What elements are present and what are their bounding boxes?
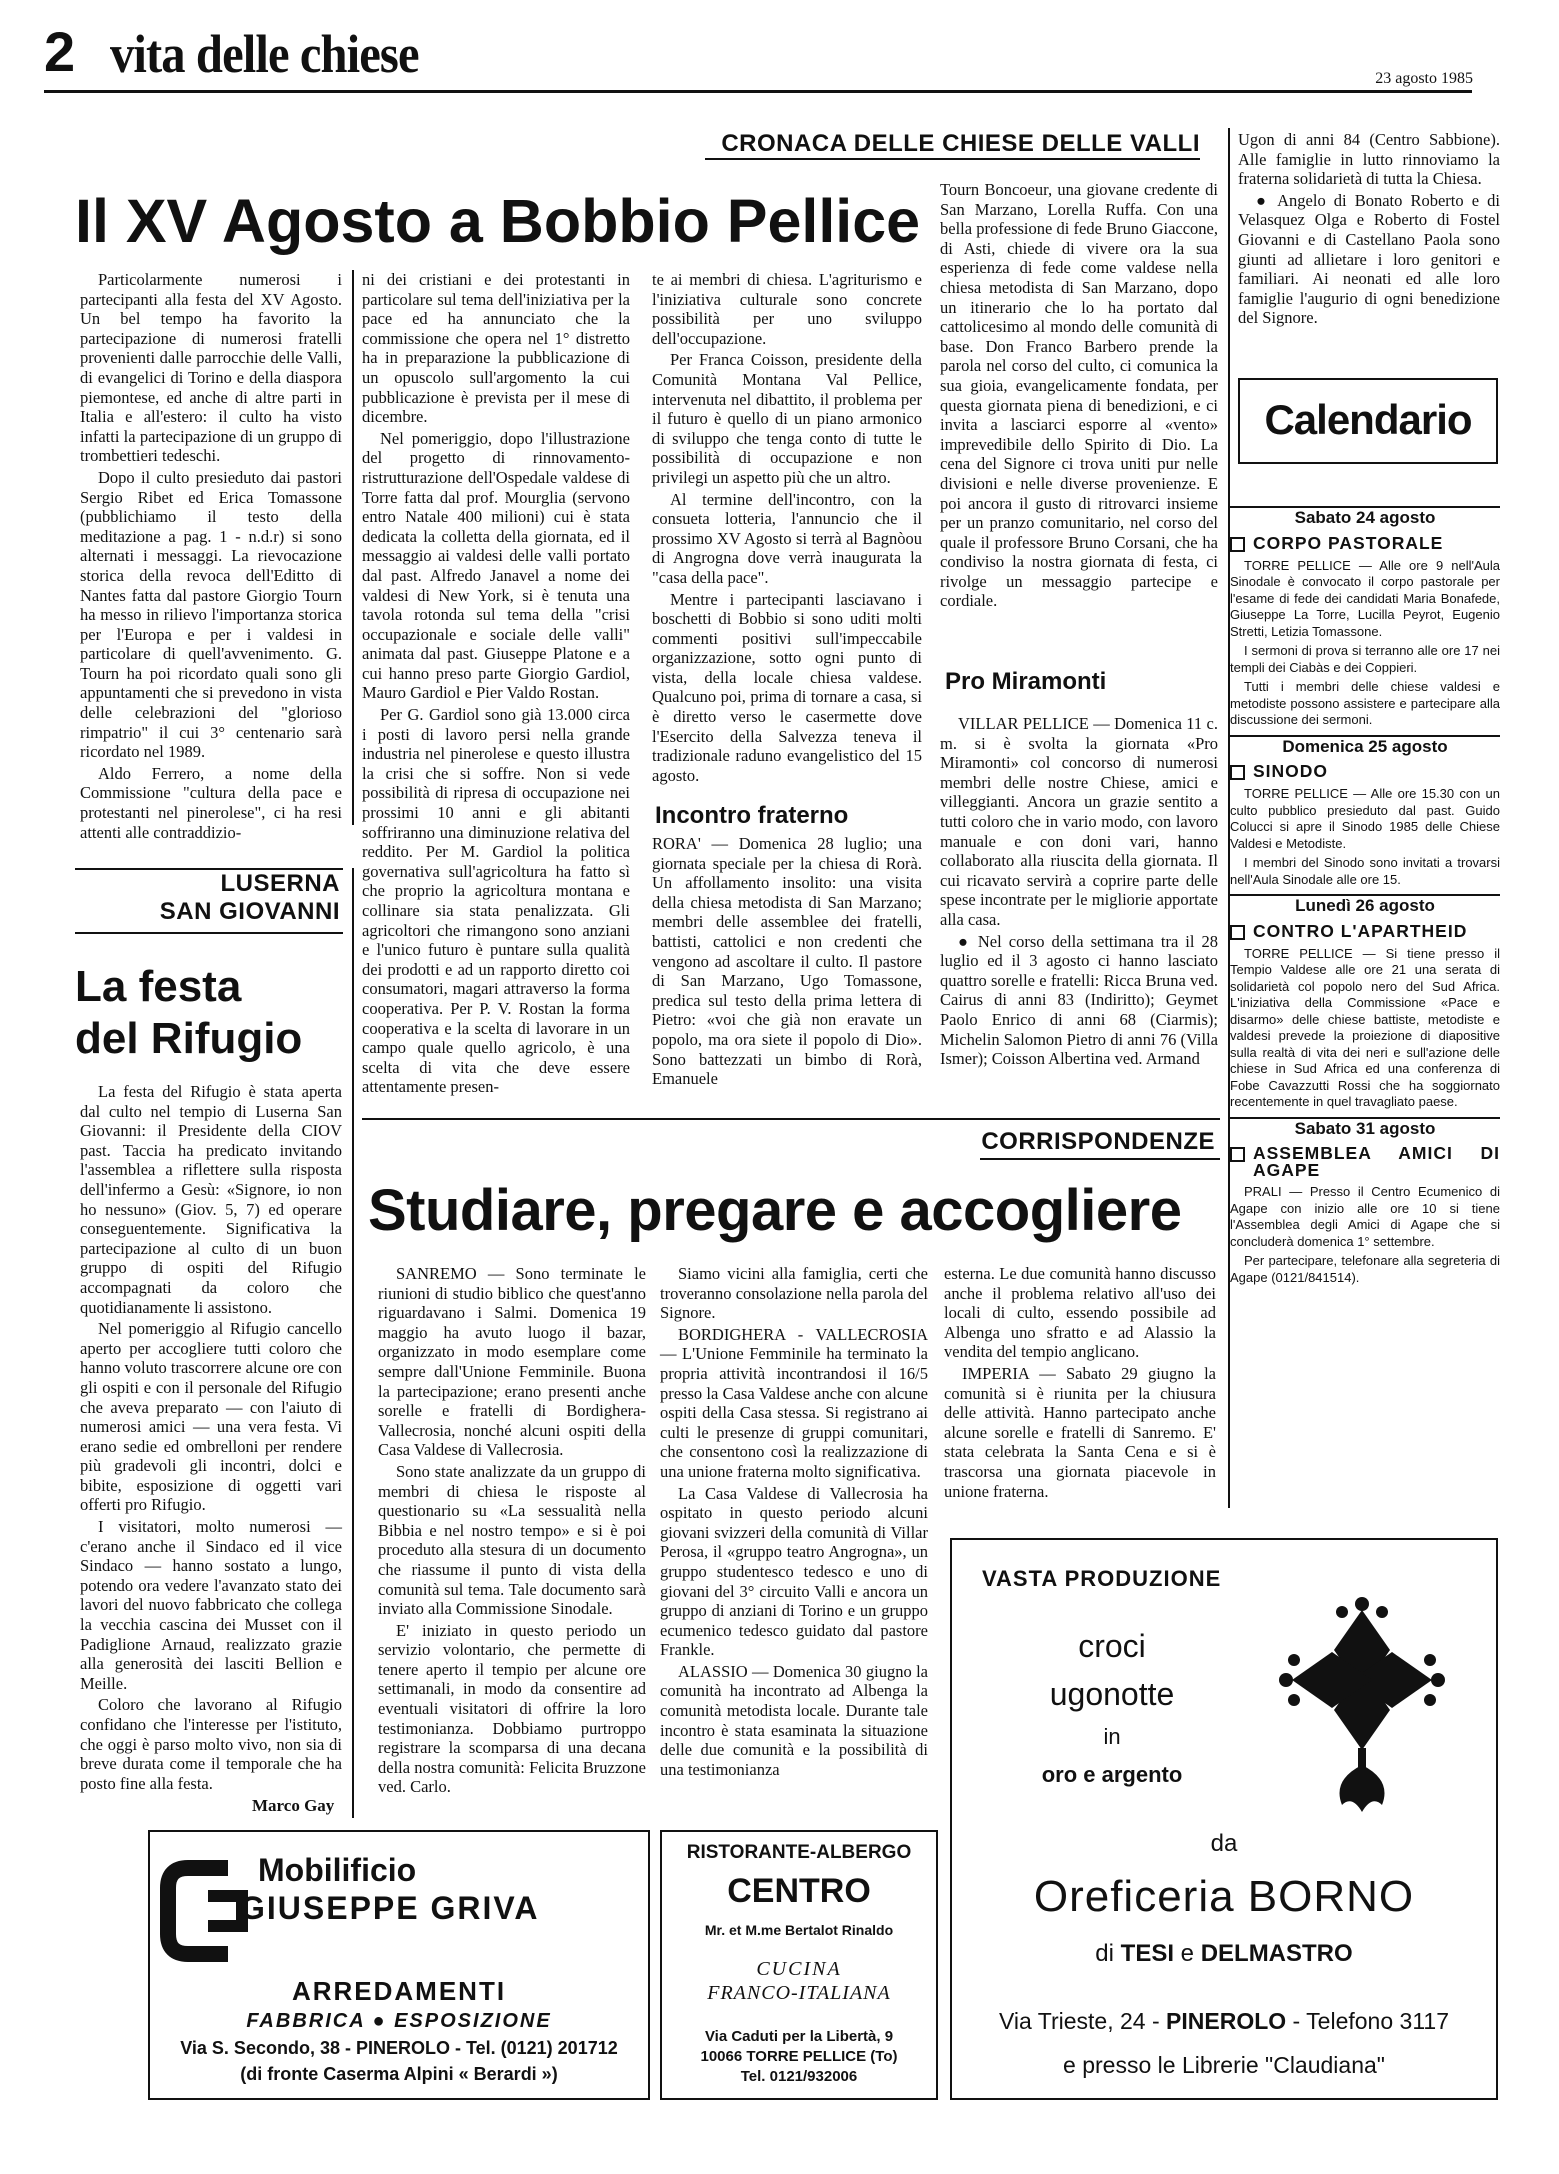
miramonti-title: Pro Miramonti (945, 668, 1107, 695)
paragraph: E' iniziato in questo periodo un servizio volontario, che permette di tenere aperto il tempio per alcune ore settimanali, in modo da consentire ad eventuali visitatori di offrire la loro testimonianza. Dobbiamo purtroppo registrare la scomparsa di una decana della nostra comunità: Felicita Bruzzone ved. Carlo. (378, 1620, 646, 1797)
griva-line1: Mobilificio (258, 1852, 417, 1888)
bobbio-col-4 (940, 180, 1218, 613)
griva-logo-icon (158, 1856, 248, 1966)
luserna-rule (75, 932, 343, 934)
incontro-text (652, 834, 922, 1091)
paragraph: Tourn Boncoeur, una giovane credente di San Marzano, Lorella Ruffa. Con una bella professione di fede Bruno Giaccone, di Asti, chiede di vivere ora la sua esperienza di fede come valdese nella chiesa metodista di San Marzano, dopo un itinerario che lo ha portato dal cattolicesimo al mondo delle comunità di base. Don Franco Barbero prende la parola nel corso del culto, ci comunica la sua gioia, evangelicamente fondata, per questa giornata piena di benedizioni, e ci invita a lasciarci esporre al «vento» imprevedibile dello Spirito di Dio. La cena del Signore ci trova uniti pur nelle divisioni e nelle diverse provenienze. E poi ancora il gusto di ritrovarci insieme per un pranzo comunitario, nel corso del quale il professore Bruno Corsani, che ha condiviso la nostra giornata di festa, ci rivolge un messaggio partecipe e cordiale. (940, 180, 1218, 611)
event-title-text: CONTRO L'APARTHEID (1253, 920, 1468, 941)
studiare-col-3 (944, 1264, 1216, 1503)
corrispondenze-rule (980, 1158, 1220, 1160)
paragraph: Nel pomeriggio al Rifugio cancello aperto per accogliere tutti coloro che hanno voluto trascorrere alcune ore con gli ospiti e con il personale del Rifugio che aveva preparato — con l'aiuto di numerosi amici — una vera festa. Vi erano sedie ed ombrelloni per rendere più gradevoli gli incontri, dolci e bibite, esposizione di oggetti vari offerti pro Rifugio. (80, 1319, 342, 1515)
text: Via Trieste, 24 - (998, 2008, 1167, 2034)
miramonti-text (940, 714, 1218, 1071)
paragraph: SANREMO — Sono terminate le riunioni di studio biblico che quest'anno riguardavano i Salmi. Domenica 19 maggio ha avuto luogo il bazar, organizzato in modo esemplare come sempre dall'Unione Femminile. Buona la partecipazione; erano presenti anche sorelle e fratelli di Bordighera-Vallecrosia, nonché alcuni ospiti della Casa Valdese di Vallecrosia. (378, 1264, 646, 1460)
column-rule (352, 868, 354, 1818)
text: DELMASTRO (1200, 1940, 1353, 1967)
borno-oreficeria: Oreficeria (1033, 1872, 1248, 1921)
borno-line10: e presso le Librerie "Claudiana" (1063, 2052, 1385, 2078)
paragraph: Per G. Gardiol sono già 13.000 circa i posti di lavoro persi nella grande industria nel pinerolese e questo illustra la crisi che si soffre. Non si vede possibilità di ripresa di occupazione nei prossimi 10 anni e gli abitanti soffriranno una diminuzione relativa del reddito. Per M. Gardiol la politica governativa sull'agricoltura ha fatto sì che proprio la agricoltura montana e collinare sia stata penalizzata. Gli agricoltori che rimangono sono anziani e l'unico futuro è puntare sulla qualità dei prodotti e ad un rapporto diretto coi consumatori, magari attraverso la forma cooperativa. Per P. V. Rostan la forma cooperativa e la scelta di lavorare in un campo quale quello agricolo, è una scelta di vita che deve essere attentamente presen- (362, 705, 630, 1097)
paragraph: Dopo il culto presieduto dai pastori Sergio Ribet ed Erica Tomassone (pubblichiamo il testo della meditazione a pag. 1 - n.d.r) si sono alternati i messaggi. La rievocazione storica della revoca dell'Editto di Nantes fatta dal pastore Giorgio Tourn ha messo in rilievo l'importanza storica per l'Europa e per i valdesi in particolare di quell'avvenimento. G. Tourn ha poi ricordato quali sono gli appuntamenti che si prevedono in vista delle celebrazioni del "glorioso rimpatrio" il cui 3° centenario sarà ricordato nel 1989. (80, 467, 342, 762)
centro-line3: Mr. et M.me Bertalot Rinaldo (704, 1922, 894, 1938)
centro-line6: Via Caduti per la Libertà, 9 (704, 2028, 894, 2045)
calendar-event-title (1230, 763, 1500, 780)
paragraph: Nel pomeriggio, dopo l'illustrazione del progetto di rinnovamento-ristrutturazione dell'Ospedale valdese di Torre fatta dal prof. Mourglia (servono entro Natale 400 milioni) cui è stata dedicata la colletta della giornata, ed il messaggio ai valdesi delle valli portato dal past. Alfredo Janavel a nome dei valdesi di New York, si è tenuta una tavola rotonda sul tema della "crisi occupazionale e sociale delle valli" animata dal past. Giuseppe Platone e a cui hanno preso parte Giorgio Gardiol, Mauro Gardiol e Pier Valdo Rostan. (362, 428, 630, 703)
column-rule (352, 270, 354, 825)
centro-line8: Tel. 0121/932006 (740, 2068, 858, 2085)
paragraph: IMPERIA — Sabato 29 giugno la comunità si è riunita per la chiusura delle attività. Hanno partecipato anche alcune sorelle e fratelli di Sanremo. E' stata celebrata la Santa Cena e si è trascorsa una giornata piacevole in unione fraterna. (944, 1363, 1216, 1501)
text: PINEROLO (1166, 2008, 1287, 2034)
paragraph: Al termine dell'incontro, con la consueta lotteria, l'annuncio che il prossimo XV Agosto si terrà al Bagnòou di Angrogna dove verrà inaugurata la "casa della pace". (652, 489, 922, 587)
ad-borno (950, 1538, 1498, 2100)
paragraph: La festa del Rifugio è stata aperta dal culto nel tempio di Luserna San Giovanni: il Presidente della CIOV past. Taccia ha predicato invitando l'assemblea a riflettere sulla risposta dell'infermo a Gesù: «Signore, io non ho nessuno» (Giov. 5, 7) ed operare conseguentemente. Significativa la partecipazione al culto di un buon gruppo di ospiti del Rifugio accompagnati da coloro che quotidianamente li assistono. (80, 1082, 342, 1317)
paragraph: La Casa Valdese di Vallecrosia ha ospitato in questo periodo alcuni giovani svizzeri della comunità di Villar Perosa, il «gruppo teatro Angrogna», un gruppo studentesco tedesco e uno di giovani del 3° circuito Valli e ancora un gruppo di anziani di Torino e un gruppo ecumenico tedesco guidato dal pastore Frankle. (660, 1483, 928, 1660)
huguenot-cross-icon (1272, 1590, 1452, 1830)
paragraph: Mentre i partecipanti lasciavano i boschetti di Bobbio si sono uditi molti commenti positivi sull'impeccabile organizzazione, sotto ogni punto di vista, della locale chiesa valdese. Qualcuno poi, prima di tornare a casa, si è diretto verso le casermette dove l'Esercito della Salvezza teneva il tradizionale raduno evangelistico del 15 agosto. (652, 589, 922, 785)
checkbox-square-icon (1230, 1147, 1245, 1162)
studiare-col-2 (660, 1264, 928, 1781)
paragraph: ALASSIO — Domenica 30 giugno la comunità ha incontrato ad Albenga la comunità metodista locale. Durante tale incontro è stata esaminata la situazione delle due comunità e la possibilità di una testimonianza (660, 1661, 928, 1779)
paragraph: ● Nel corso della settimana tra il 28 luglio ed il 3 agosto ci hanno lasciato quattro sorelle e fratelli: Ricca Bruna ved. Cairus di anni 83 (Indiritto); Geymet Paolo Enrico di anni 68 (Ciarmis); Michelin Salomon Pietro di anni 76 (Villa Ismer); Coisson Albertina ved. Armand (940, 931, 1218, 1069)
event-text: TORRE PELLICE — Si tiene presso il Tempio Valdese alle ore 21 una serata di solidarietà col popolo nero del Sud Africa. L'iniziativa della Commissione «Pace e disarmo» delle chiese battiste, metodiste e valdesi prevede la proiezione di diapositive sulla realtà di vita dei neri e sull'azione delle chiese in Sud Africa ed una conferenza di Fobe Cavazzutti Rossi che ha soggiornato recentemente in quel travagliato paese. (1230, 945, 1500, 1109)
luserna-text (80, 1082, 342, 1795)
luserna-kicker-2: SAN GIOVANNI (159, 898, 340, 925)
event-text: I sermoni di prova si terranno alle ore 17 nei templi dei Ciabàs e dei Coppieri. (1230, 643, 1500, 675)
centro-line4: CUCINA (756, 1958, 842, 1980)
centro-line1: RISTORANTE-ALBERGO (686, 1842, 912, 1863)
griva-line2: GIUSEPPE GRIVA (240, 1890, 540, 1926)
bobbio-col-3 (652, 270, 922, 787)
section-title: vita delle chiese (110, 24, 419, 84)
calendar-date: Sabato 31 agosto (1230, 1117, 1500, 1138)
right-top-text (1238, 130, 1500, 330)
paragraph: Siamo vicini alla famiglia, certi che troveranno consolazione nella parola del Signore. (660, 1264, 928, 1323)
event-title-text: SINODO (1253, 761, 1329, 781)
event-text: Per partecipare, telefonare alla segreteria di Agape (0121/841514). (1230, 1253, 1500, 1285)
paragraph: Coloro che lavorano al Rifugio confidano che l'interesse per l'istituto, che oggi è parso molto vivo, non sia di breve durata come il temporale che ha posto fine alla festa. (80, 1695, 342, 1793)
paragraph: I visitatori, molto numerosi — c'erano anche il Sindaco ed il vice Sindaco — hanno sostato a lungo, potendo ora vedere l'avanzato stato dei lavori del nuovo fabbricato che collega la vecchia cascina dei Musset con il Padiglione Arnaud, realizzato grazie alla generosità dei lasciti Bellion e Meille. (80, 1517, 342, 1693)
calendar-date: Lunedì 26 agosto (1230, 894, 1500, 915)
event-text: PRALI — Presso il Centro Ecumenico di Agape con inizio alle ore 10 si tiene l'Assemblea degli Amici di Agape che si concluderà domenica 1° settembre. (1230, 1184, 1500, 1249)
bobbio-bottom-rule (362, 1118, 1220, 1120)
griva-line6: (di fronte Caserma Alpini « Berardi ») (240, 2064, 558, 2084)
text: e (1174, 1940, 1201, 1967)
borno-line9 (952, 2008, 1496, 2035)
ad-griva (148, 1830, 650, 2100)
kicker-rule (705, 158, 1200, 160)
calendario-box (1238, 378, 1498, 464)
signature: Marco Gay (252, 1796, 335, 1815)
griva-line5: Via S. Secondo, 38 - PINEROLO - Tel. (0121) 201712 (180, 2038, 618, 2058)
borno-line7 (952, 1872, 1496, 1922)
calendar-event-title (1230, 920, 1500, 941)
text: di (1095, 1940, 1121, 1967)
centro-line2: CENTRO (727, 1872, 871, 1910)
borno-line2: croci (1078, 1628, 1146, 1664)
paragraph: Aldo Ferrero, a nome della Commissione "cultura della pace e protestanti nel pinerolese", ci ha resi attenti alle contraddizio- (80, 763, 342, 842)
masthead-rule (44, 90, 1472, 93)
headline-bobbio: Il XV Agosto a Bobbio Pellice (75, 187, 921, 255)
bobbio-col-1 (80, 270, 342, 844)
event-text: TORRE PELLICE — Alle ore 15.30 con un culto pubblico presieduto dal past. Guido Colucci si apre il Sinodo 1985 delle Chiese Valdesi e Metodiste. (1230, 786, 1500, 851)
borno-line8 (952, 1940, 1496, 1968)
luserna-title-2: del Rifugio (75, 1014, 303, 1063)
luserna-kicker-1: LUSERNA (220, 870, 340, 897)
section-kicker: CRONACA DELLE CHIESE DELLE VALLI (721, 130, 1200, 157)
borno-line5: oro e argento (1041, 1762, 1183, 1787)
event-text: I membri del Sinodo sono invitati a trovarsi nell'Aula Sinodale alle ore 15. (1230, 855, 1500, 887)
paragraph: Ugon di anni 84 (Centro Sabbione). Alle famiglie in lutto rinnoviamo la fraterna solidarietà di tutta la Chiesa. (1238, 130, 1500, 189)
paragraph: Particolarmente numerosi i partecipanti alla festa del XV Agosto. Un bel tempo ha favorito la partecipazione di numerosi fratelli provenienti dalle parrocchie delle Valli, di evangelici di Torino e della diaspora piemontese, ed anche di altre parti in Italia e all'estero: il culto ha visto infatti la partecipazione di un gruppo di trombettieri tedeschi. (80, 270, 342, 466)
paragraph: esterna. Le due comunità hanno discusso anche il problema relativo all'uso dei locali di culto, essendo possibile ad Albenga uno sfratto e ad Alassio la vendita del tempio anglicano. (944, 1264, 1216, 1362)
corrispondenze-kicker: CORRISPONDENZE (981, 1128, 1215, 1155)
calendario-title: Calendario (1264, 396, 1472, 443)
paragraph: ● Angelo di Bonato Roberto e di Velasquez Olga e Roberto di Fostel Giovanni e di Castellano Paola sono giunti ad allietare i loro genitori e familiari. Ai neonati ed alle loro famiglie l'augurio di ogni benedizione del Signore. (1238, 190, 1500, 328)
griva-line3: ARREDAMENTI (291, 1976, 507, 2006)
paragraph: te ai membri di chiesa. L'agriturismo e l'iniziativa culturale sono concrete possibilità per uno sviluppo dell'occupazione. (652, 270, 922, 348)
studiare-col-1 (378, 1264, 646, 1799)
bobbio-col-2 (362, 270, 630, 1099)
griva-line4: FABBRICA ● ESPOSIZIONE (246, 2010, 552, 2032)
text: - Telefono 3117 (1286, 2008, 1449, 2034)
issue-date: 23 agosto 1985 (1375, 70, 1473, 87)
borno-name: BORNO (1247, 1872, 1415, 1921)
borno-line6: da (1210, 1830, 1238, 1857)
calendar-event-title (1230, 532, 1500, 553)
paragraph: VILLAR PELLICE — Domenica 11 c. m. si è svolta la giornata «Pro Miramonti» col concorso di numerosi membri delle nostre Chiese, amici e villeggianti. Ancora un grazie sentito a tutti coloro che in vario modo, con lavoro manuale e con doni vari, hanno collaborato alla riuscita della giornata. Il cui ricavato servirà a coprire parte delle spese incontrate per le migliorie apportate alla casa. (940, 714, 1218, 929)
paragraph: Per Franca Coisson, presidente della Comunità Montana Val Pellice, intervenuta nel dibattito, il problema per il futuro è quello di un piano armonico di sviluppo che tenga conto di tutte le possibilità di occupazione e non privilegi un aspetto più che un altro. (652, 350, 922, 487)
borno-line1: VASTA PRODUZIONE (982, 1566, 1222, 1591)
calendar-event-title (1230, 1145, 1500, 1178)
incontro-title: Incontro fraterno (655, 802, 849, 829)
event-title-text: CORPO PASTORALE (1253, 532, 1444, 553)
headline-studiare: Studiare, pregare e accogliere (368, 1178, 1182, 1243)
calendar-date: Domenica 25 agosto (1230, 735, 1500, 756)
paragraph: ni dei cristiani e dei protestanti in particolare sul tema dell'iniziativa per la pace ed ha annunciato che la commissione che opera nel 1° distretto ha in preparazione la pubblicazione di un opuscolo sull'argomento la cui pubblicazione è prevista per il mese di dicembre. (362, 270, 630, 427)
calendar-date: Sabato 24 agosto (1230, 506, 1500, 527)
luserna-title-1: La festa (75, 962, 242, 1011)
event-text: TORRE PELLICE — Alle ore 9 nell'Aula Sinodale è convocato il corpo pastorale per l'esame di fede dei candidati Maria Bonafede, Giuseppe La Torre, Lucilla Peyrot, Eugenio Stretti, Letizia Tomassone. (1230, 557, 1500, 639)
centro-line5: FRANCO-ITALIANA (707, 1982, 891, 2004)
ad-centro (660, 1830, 938, 2100)
paragraph: RORA' — Domenica 28 luglio; una giornata speciale per la chiesa di Rorà. Un affollamento insolito: una visita della chiesa metodista di San Marzano; membri delle assemblee dei fratelli, battisti, cattolici e non credenti che vengono ad ascoltare il culto. Il pastore di San Marzano, Ugo Tomassone, predica sul testo della prima lettera di Pietro: «voi che già non eravate un popolo, ma ora siete il popolo di Dio». Sono battezzati un bimbo di Rorà, Emanuele (652, 834, 922, 1089)
centro-line7: 10066 TORRE PELLICE (To) (700, 2048, 898, 2065)
paragraph: Sono state analizzate da un gruppo di membri di chiesa le risposte al questionario su «La sessualità nella Bibbia e nel nostro tempo» e si è poi proceduto alla stesura di un documento che riassume il punto di vista della comunità sul tema. Tale documento sarà inviato alla Commissione Sinodale. (378, 1461, 646, 1619)
checkbox-square-icon (1230, 537, 1245, 552)
borno-line4: in (1103, 1724, 1121, 1749)
text: TESI (1120, 1940, 1174, 1967)
event-title-text: ASSEMBLEA AMICI DI AGAPE (1253, 1143, 1500, 1180)
checkbox-square-icon (1230, 765, 1245, 780)
event-text: Tutti i membri delle chiese valdesi e metodiste possono assistere e partecipare alla discussione dei sermoni. (1230, 679, 1500, 727)
calendario-list (1230, 500, 1500, 1289)
page-number: 2 (44, 20, 76, 83)
paragraph: BORDIGHERA - VALLECROSIA — L'Unione Femminile ha terminato la propria attività incontrandosi il 16/5 presso la Casa Valdese anche con alcune ospiti della Casa stessa. Si registrano ai culti le presenze di gruppi comunitari, che consentono così la realizzazione di una unione fraterna molto significativa. (660, 1324, 928, 1481)
checkbox-square-icon (1230, 925, 1245, 940)
borno-line3: ugonotte (1049, 1676, 1175, 1712)
